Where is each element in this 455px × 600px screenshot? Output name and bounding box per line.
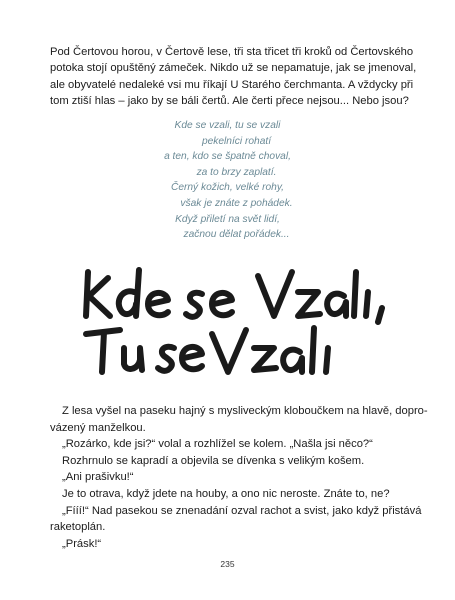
story-line: „Rozárko, kde jsi?“ volal a rozhlížel se kolem. „Našla jsi něco?“ bbox=[62, 438, 373, 451]
poem-line: Kde se vzali, tu se vzali bbox=[174, 120, 281, 131]
poem-line: a ten, kdo se špatně choval, bbox=[164, 151, 291, 163]
poem-line: Když přiletí na svět lidí, bbox=[175, 213, 280, 225]
story-line: „Prásk!“ bbox=[62, 537, 102, 550]
intro-line: Pod Čertovou horou, v Čertově lese, tři sta třicet tři kroků od Čertovského bbox=[50, 46, 414, 58]
page-number: 235 bbox=[220, 559, 235, 569]
intro-line: potoka stojí opuštěný zámeček. Nikdo už se nepamatuje, jak se jmenoval, bbox=[50, 62, 417, 75]
intro-line: tom ztiší hlas – jako by se báli čertů. Ale čerti přece nejsou... Nebo jsou? bbox=[50, 94, 409, 107]
story-paragraph bbox=[50, 403, 428, 552]
story-line: Rozhrnulo se kapradí a objevila se dívenka s velikým košem. bbox=[62, 454, 365, 467]
title-line-2 bbox=[86, 328, 328, 372]
story-line: Je to otrava, když jdete na houby, a ono nic neroste. Znáte to, ne? bbox=[62, 487, 390, 500]
poem-line: začnou dělat pořádek... bbox=[183, 229, 290, 241]
poem-line: však je znáte z pohádek. bbox=[180, 197, 293, 209]
poem-line: Černý kožich, velké rohy, bbox=[170, 182, 285, 194]
poem-line: za to brzy zaplatí. bbox=[196, 166, 277, 178]
intro-paragraph bbox=[50, 44, 420, 109]
story-line: vázený manželkou. bbox=[50, 421, 146, 434]
story-line: „Ani prašivku!“ bbox=[62, 471, 134, 484]
title-line-1 bbox=[86, 270, 382, 322]
story-line: raketoplán. bbox=[50, 521, 106, 534]
poem-line: pekelníci rohatí bbox=[201, 135, 272, 147]
story-line: „Fííí!“ Nad pasekou se znenadání ozval rachot a svist, jako když přistává bbox=[62, 504, 422, 517]
poem-verse bbox=[0, 118, 455, 243]
intro-line: ale obyvatelé nedaleké vsi mu říkají U Starého čerchmanta. A vždycky při bbox=[50, 78, 414, 91]
story-line: Z lesa vyšel na paseku hajný s mysliveckým kloboučkem na hlavě, dopro- bbox=[62, 405, 428, 417]
chapter-title bbox=[0, 258, 455, 378]
